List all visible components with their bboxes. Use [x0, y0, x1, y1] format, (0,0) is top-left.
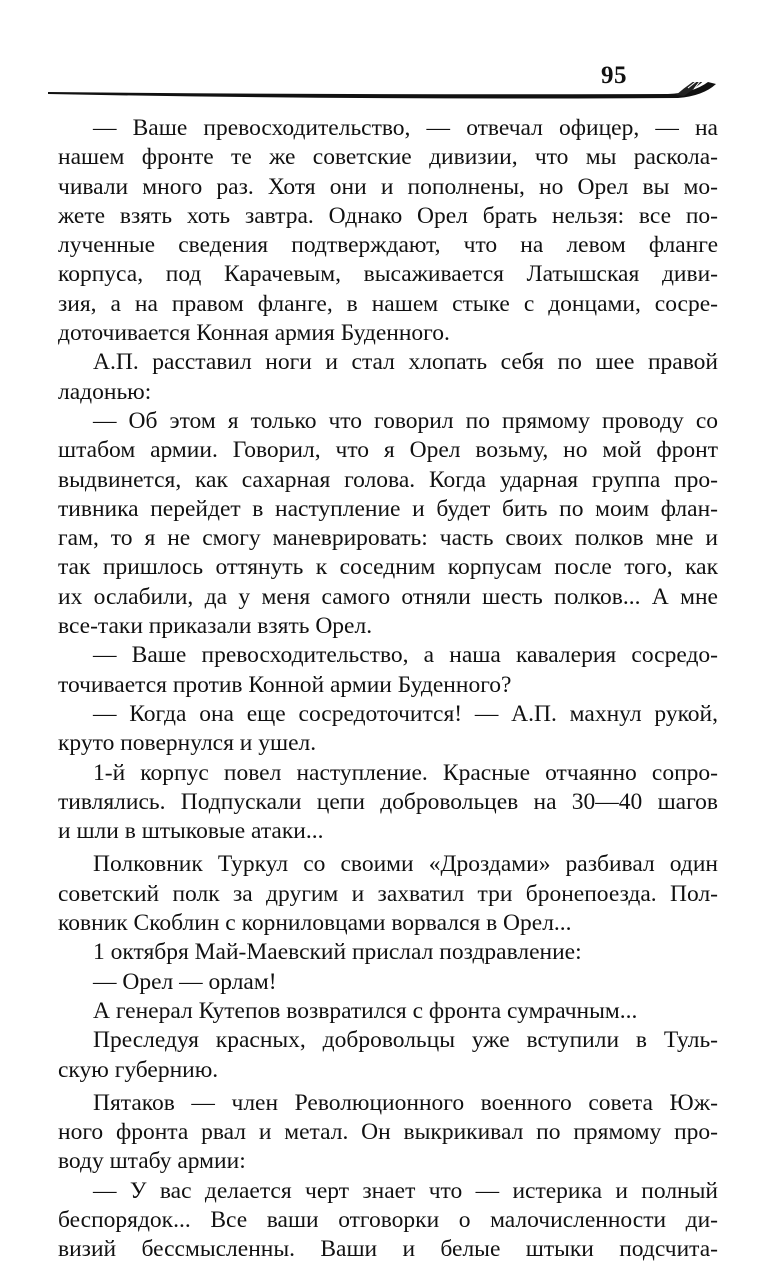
text-line: гам, то я не смогу маневрировать: часть своих полков мне и — [58, 525, 718, 552]
text-line: скую губернию. — [58, 1056, 219, 1083]
text-line: — Ваше превосходительство, а наша кавалерия сосредо- — [93, 642, 718, 669]
text-line: Пятаков — член Революционного военного совета Юж- — [93, 1089, 718, 1116]
text-line: визий бессмысленны. Ваши и белые штыки подсчита- — [58, 1236, 718, 1263]
text-line: и шли в штыковые атаки... — [58, 818, 324, 845]
text-line: 1-й корпус повел наступление. Красные отчаянно сопро- — [93, 759, 718, 786]
text-line: корпуса, под Карачевым, высаживается Латышская диви- — [58, 261, 718, 288]
text-line: ного фронта рвал и метал. Он выкрикивал по прямому про- — [58, 1119, 718, 1146]
text-line: нашем фронте те же советские дивизии, что мы расколa- — [58, 144, 718, 171]
text-line: — Об этом я только что говорил по прямому проводу со — [93, 407, 718, 434]
text-line: — У вас делается черт знает что — истерика и полный — [93, 1177, 718, 1204]
text-line: 1 октября Май-Маевский прислал поздравление: — [93, 939, 582, 966]
text-line: так пришлось оттянуть к соседним корпусам после того, как — [58, 554, 718, 581]
text-line: круто повернулся и ушел. — [58, 730, 317, 757]
text-line: зия, а на правом фланге, в нашем стыке с донцами, сосре- — [58, 290, 718, 317]
text-line: воду штабу армии: — [58, 1148, 246, 1175]
text-line: Преследуя красных, добровольцы уже вступили в Туль- — [93, 1027, 718, 1054]
text-line: тивлялись. Подпускали цепи добровольцев на 30—40 шагов — [58, 788, 718, 815]
text-line: — Орел — орлам! — [93, 968, 277, 995]
body-text — [58, 114, 718, 1265]
text-line: — Ваше превосходительство, — отвечал офицер, — на — [93, 115, 718, 141]
text-line: ковник Скоблин с корниловцами ворвался в Орел... — [58, 910, 572, 937]
text-line: доточивается Конная армия Буденного. — [58, 320, 450, 347]
text-line: чивали много раз. Хотя они и пополнены, но Орел вы мо- — [58, 173, 718, 200]
text-line: тивника перейдет в наступление и будет бить по моим флан- — [58, 495, 718, 522]
text-line: А.П. расставил ноги и стал хлопать себя по шее правой — [93, 349, 718, 376]
text-line: выдвинется, как сахарная голова. Когда ударная группа про- — [58, 466, 718, 493]
text-line: советский полк за другим и захватил три бронепоезда. Пол- — [58, 880, 718, 907]
text-line: жете взять хоть завтра. Однако Орел брать нельзя: все по- — [58, 202, 718, 229]
text-line: точивается против Конной армии Буденного? — [58, 671, 512, 698]
text-line: их ослабили, да у меня самого отняли шесть полков... А мне — [58, 583, 718, 610]
header-rule-quill-ornament — [48, 82, 728, 112]
page-number: 95 — [601, 62, 627, 89]
text-line: беспорядок... Все ваши отговорки о малочисленности ди- — [58, 1206, 718, 1233]
text-line: Полковник Туркул со своими «Дроздами» разбивал один — [93, 851, 718, 878]
text-line: — Когда она еще сосредоточится! — А.П. махнул рукой, — [93, 700, 718, 727]
text-line: ладонью: — [58, 378, 152, 405]
text-line: штабом армии. Говорил, что я Орел возьму, но мой фронт — [58, 437, 718, 464]
text-line: все-таки приказали взять Орел. — [58, 613, 373, 640]
text-line: лученные сведения подтверждают, что на левом фланге — [58, 232, 718, 259]
text-line: А генерал Кутепов возвратился с фронта сумрачным... — [93, 997, 638, 1024]
